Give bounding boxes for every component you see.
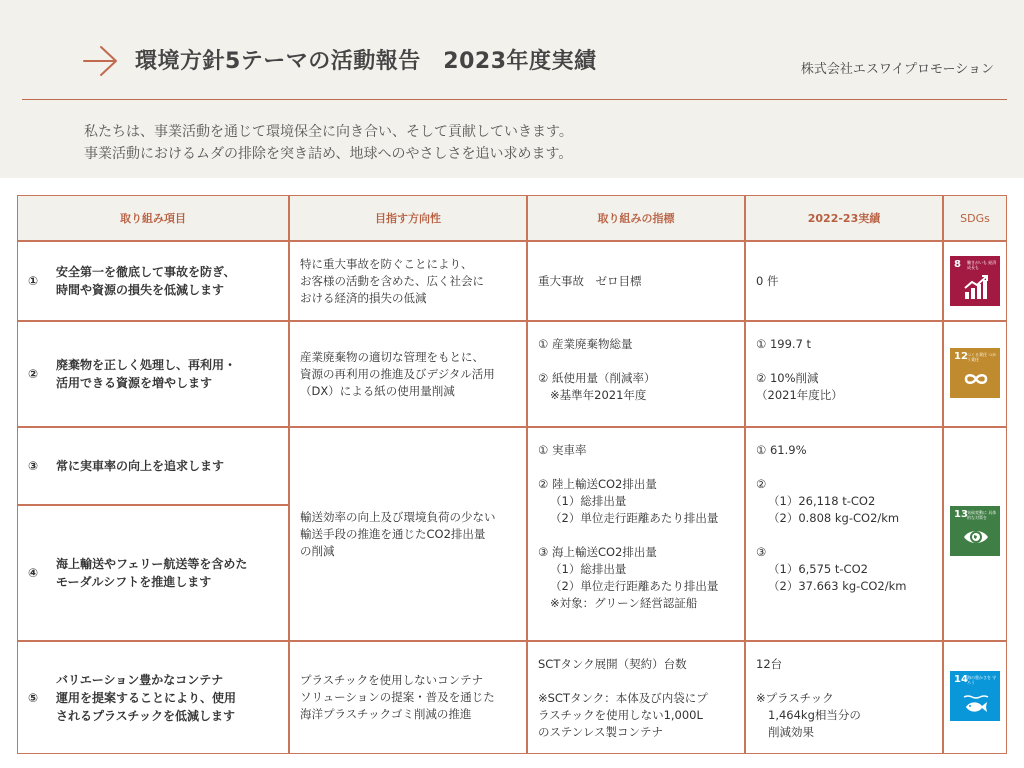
sdg-cell-2 bbox=[943, 321, 1007, 427]
direction-line: プラスチックを使用しないコンテナ bbox=[300, 673, 484, 687]
indicator-cell-5 bbox=[527, 641, 745, 754]
table-row-item-5 bbox=[17, 641, 289, 754]
direction-line: ソリューションの提案・普及を通じた bbox=[300, 690, 495, 704]
direction-line: 特に重大事故を防ぐことにより、 bbox=[300, 256, 473, 271]
item-line: バリエーション豊かなコンテナ bbox=[56, 672, 224, 687]
table-row-item-4 bbox=[17, 505, 289, 641]
sdg-12-badge bbox=[950, 348, 1000, 398]
item-line: 時間や資源の損失を低減します bbox=[56, 283, 225, 297]
row-number: ④ bbox=[28, 566, 39, 580]
sdg-cell-34 bbox=[943, 427, 1007, 641]
item-line: 常に実車率の向上を追求します bbox=[56, 459, 225, 473]
column-header-sdgs: SDGs bbox=[943, 195, 1007, 241]
indicator-line: ※対象：グリーン経営認証船 bbox=[550, 596, 698, 610]
sdg-8-badge bbox=[950, 256, 1000, 306]
direction-line: お客様の活動を含めた、広く社会に bbox=[300, 273, 484, 288]
direction-line: 資源の再利用の推進及びデジタル活用 bbox=[300, 366, 495, 381]
sdg-number: 12 bbox=[954, 351, 968, 362]
item-line: モーダルシフトを推進します bbox=[56, 575, 212, 589]
direction-line: 産業廃棄物の適切な管理をもとに、 bbox=[300, 349, 484, 364]
row-number: ② bbox=[28, 367, 39, 381]
table-row-item-2 bbox=[17, 321, 289, 427]
sdg-goal-text: 気候変動に 具体的な対策を bbox=[967, 510, 997, 520]
row-number: ⑤ bbox=[28, 690, 39, 705]
indicator-line: 重大事故 ゼロ目標 bbox=[538, 273, 642, 288]
indicator-line: ③ 海上輸送CO2排出量 bbox=[538, 545, 657, 559]
sdg-goal-text: つくる責任 つかう責任 bbox=[967, 352, 997, 362]
result-line: （1）26,118 t-CO2 bbox=[768, 494, 876, 508]
growth-chart-icon bbox=[963, 274, 989, 300]
result-line: ① 61.9% bbox=[756, 443, 807, 457]
result-line: ② 10%削減 bbox=[756, 371, 819, 385]
sdg-goal-text: 働きがいも 経済成長も bbox=[967, 260, 997, 270]
result-line: ※プラスチック bbox=[756, 691, 834, 705]
direction-cell-5 bbox=[289, 641, 527, 754]
indicator-cell-34 bbox=[527, 427, 745, 641]
direction-line: （DX）による紙の使用量削減 bbox=[300, 383, 455, 398]
result-line: （2）0.808 kg-CO2/km bbox=[768, 511, 900, 525]
indicator-line: （2）単位走行距離あたり排出量 bbox=[550, 579, 719, 593]
indicator-line: ② 紙使用量（削減率） bbox=[538, 371, 656, 385]
indicator-line: ① 産業廃棄物総量 bbox=[538, 337, 633, 351]
result-line: 1,464kg相当分の bbox=[768, 708, 861, 722]
direction-line: おける経済的損失の低減 bbox=[300, 290, 427, 305]
item-line: 安全第一を徹底して事故を防ぎ、 bbox=[56, 265, 236, 279]
indicator-line: のステンレス製コンテナ bbox=[538, 725, 664, 739]
sdg-number: 14 bbox=[954, 674, 968, 685]
direction-line: 輸送効率の向上及び環境負荷の少ない bbox=[300, 509, 496, 524]
item-line: 廃棄物を正しく処理し、再利用・ bbox=[56, 358, 237, 372]
page-title: 環境方針5テーマの活動報告 2023年度実績 bbox=[135, 49, 597, 74]
direction-cell-2 bbox=[289, 321, 527, 427]
indicator-line: SCTタンク展開（契約）台数 bbox=[538, 657, 687, 671]
direction-line: の削減 bbox=[300, 543, 335, 558]
indicator-line: ※基準年2021年度 bbox=[550, 388, 647, 402]
table-row-item-1 bbox=[17, 241, 289, 321]
intro-text bbox=[84, 121, 573, 165]
item-line: 海上輸送やフェリー航送等を含めた bbox=[56, 557, 248, 571]
result-line: （2）37.663 kg-CO2/km bbox=[768, 579, 907, 593]
fish-icon bbox=[963, 689, 989, 715]
intro-line: 事業活動におけるムダの排除を突き詰め、地球へのやさしさを追い求めます。 bbox=[84, 146, 573, 162]
sdg-cell-1 bbox=[943, 241, 1007, 321]
item-line: されるプラスチックを低減します bbox=[56, 708, 236, 723]
column-header-indicator: 取り組みの指標 bbox=[527, 195, 745, 241]
result-cell-5 bbox=[745, 641, 943, 754]
indicator-line: ① 実車率 bbox=[538, 443, 587, 457]
result-line: ③ bbox=[756, 545, 767, 559]
result-cell-1 bbox=[745, 241, 943, 321]
result-line: ① 199.7 t bbox=[756, 337, 812, 351]
result-cell-2 bbox=[745, 321, 943, 427]
indicator-line: （2）単位走行距離あたり排出量 bbox=[550, 511, 719, 525]
column-header-result: 2022-23実績 bbox=[745, 195, 943, 241]
company-name: 株式会社エスワイプロモーション bbox=[800, 62, 994, 77]
table-row-item-3 bbox=[17, 427, 289, 505]
direction-line: 海洋プラスチックゴミ削減の推進 bbox=[300, 707, 472, 721]
infinity-icon bbox=[963, 366, 989, 392]
result-line: 0 件 bbox=[756, 273, 779, 288]
result-line: （1）6,575 t-CO2 bbox=[768, 562, 868, 576]
indicator-line: （1）総排出量 bbox=[550, 562, 627, 576]
indicator-line: ラスチックを使用しない1,000L bbox=[538, 708, 703, 722]
direction-cell-34 bbox=[289, 427, 527, 641]
intro-line: 私たちは、事業活動を通じて環境保全に向き合い、そして貢献していきます。 bbox=[84, 124, 573, 140]
indicator-cell-1 bbox=[527, 241, 745, 321]
activity-table bbox=[17, 195, 1007, 754]
item-line: 運用を提案することにより、使用 bbox=[56, 690, 237, 705]
sdg-14-badge bbox=[950, 671, 1000, 721]
eye-globe-icon bbox=[963, 524, 989, 550]
header-divider bbox=[22, 99, 1007, 100]
sdg-13-badge bbox=[950, 506, 1000, 556]
sdg-cell-5 bbox=[943, 641, 1007, 754]
direction-cell-1 bbox=[289, 241, 527, 321]
indicator-cell-2 bbox=[527, 321, 745, 427]
arrow-right-icon bbox=[82, 44, 120, 78]
indicator-line: ※SCTタンク：本体及び内袋にプ bbox=[538, 691, 708, 705]
column-header-direction: 目指す方向性 bbox=[289, 195, 527, 241]
indicator-line: ② 陸上輸送CO2排出量 bbox=[538, 477, 657, 491]
result-line: （2021年度比） bbox=[756, 388, 843, 402]
result-line: ② bbox=[756, 477, 767, 491]
sdg-number: 13 bbox=[954, 509, 968, 520]
result-cell-34 bbox=[745, 427, 943, 641]
indicator-line: （1）総排出量 bbox=[550, 494, 627, 508]
sdg-goal-text: 海の豊かさを 守ろう bbox=[967, 675, 997, 685]
direction-line: 輸送手段の推進を通じたCO2排出量 bbox=[300, 526, 486, 541]
column-header-item: 取り組み項目 bbox=[17, 195, 289, 241]
result-line: 削減効果 bbox=[768, 725, 814, 739]
result-line: 12台 bbox=[756, 657, 783, 671]
sdg-number: 8 bbox=[954, 259, 961, 270]
row-number: ① bbox=[28, 274, 39, 288]
row-number: ③ bbox=[28, 459, 39, 473]
item-line: 活用できる資源を増やします bbox=[56, 376, 213, 390]
